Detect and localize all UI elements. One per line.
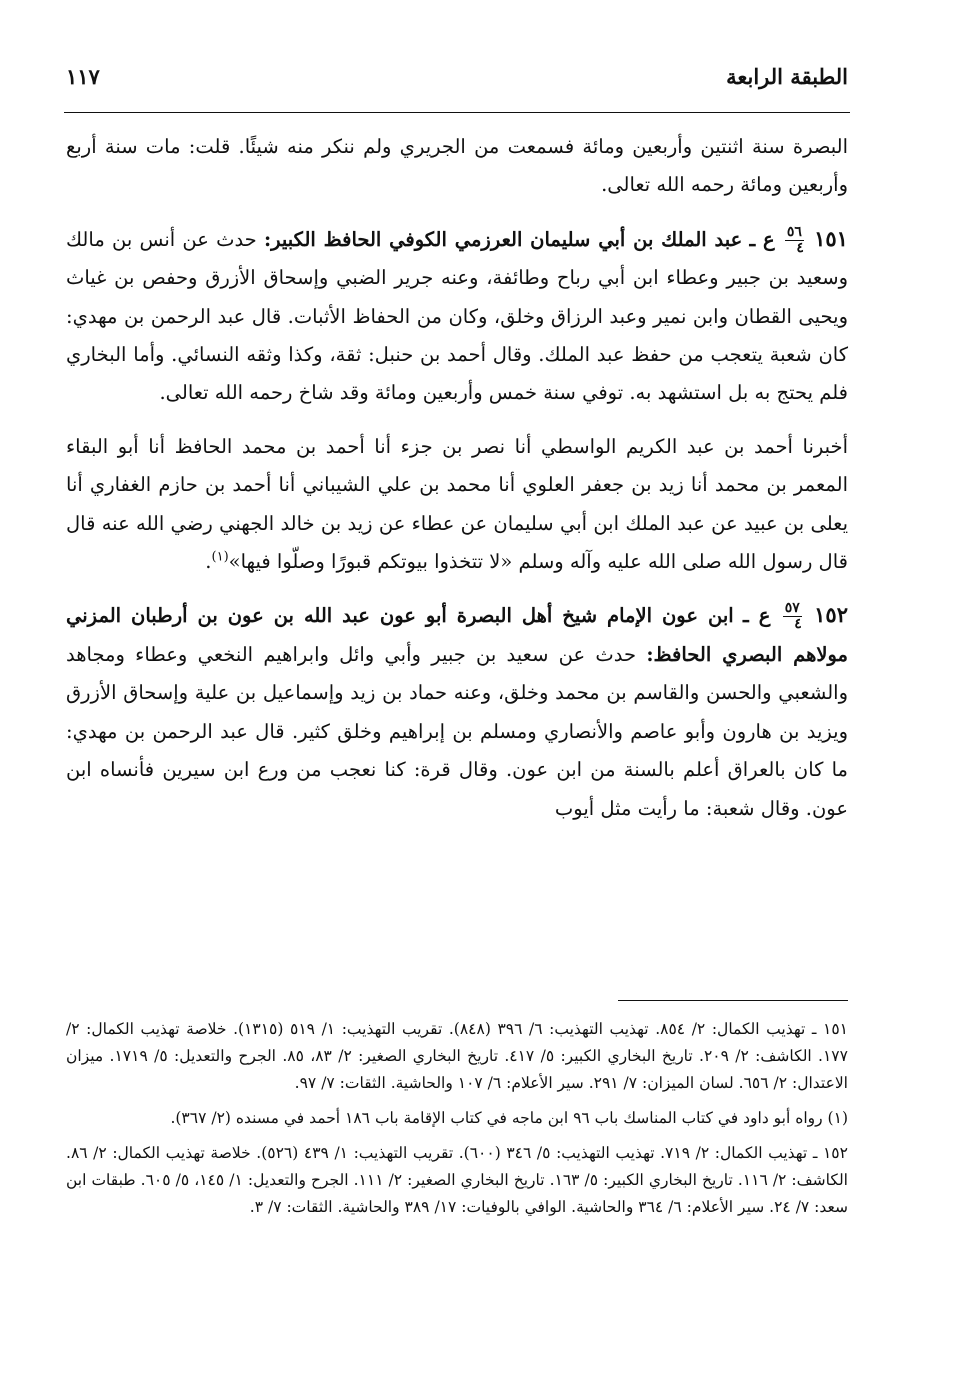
entry-fraction: [783, 601, 802, 632]
entry-name: عبد الملك بن أبي سليمان العرزمي الكوفي الحافظ الكبير:: [263, 227, 743, 251]
entry-152: [66, 596, 848, 827]
footnote-label: ١٥١ ـ: [811, 1020, 848, 1038]
entry-mark: ع ـ: [743, 604, 771, 628]
running-header: [66, 58, 848, 98]
header-title: الطبقة الرابعة: [726, 64, 848, 89]
hadith-text: أخبرنا أحمد بن عبد الكريم الواسطي أنا نصر بن جزء أنا أحمد بن محمد الحافظ أنا أبو البقاء المعمر بن محمد أنا زيد بن جعفر العلوي أنا محمد بن علي الشيباني أنا أحمد بن حازم الغفاري أنا يعلى بن عبيد عن عبد الملك ابن أبي سليمان عن عطاء عن زيد بن خالد الجهني رضي الله عنه قال قال رسول الله صلى الله عليه وآله وسلم «لا تتخذوا بيوتكم قبورًا وصلّوا فيها»: [66, 434, 848, 574]
entry-number: ١٥٢: [814, 602, 848, 628]
paragraph-continuation: البصرة سنة اثنتين وأربعين ومائة فسمعت من الجريري ولم ننكر منه شيئًا. قلت: مات سنة أربع وأربعين ومائة رحمه الله تعالى.: [66, 135, 848, 197]
footnote-text: رواه أبو داود في كتاب المناسك باب ٩٦ ابن ماجه في كتاب الإقامة باب ١٨٦ أحمد في مسنده (٢/ ٣٦٧).: [170, 1109, 823, 1127]
entry-fraction: [785, 225, 804, 256]
footnote-text: تهذيب الكمال: ٢/ ٨٥٤. تهذيب التهذيب: ٦/ ٣٩٦ (٨٤٨). تقريب التهذيب: ١/ ٥١٩ (١٣١٥). خلاصة تهذيب الكمال: ٢/ ١٧٧. الكاشف: ٢/ ٢٠٩. تاريخ البخاري الكبير: ٥/ ٤١٧. تاريخ البخاري الصغير: ٢/ ٨٣، ٨٥. الجرح والتعديل: ٥/ ١٧١٩. ميزان الاعتدال: ٢/ ٦٥٦. لسان الميزان: ٧/ ٢٩١. سير الأعلام: ٦/ ١٠٧ والحاشية. الثقات: ٧/ ٩٧.: [66, 1020, 848, 1092]
entry-number: ١٥١: [814, 225, 848, 251]
footnote-label: ١٥٢ ـ: [812, 1144, 848, 1162]
fraction-bottom: ٤: [796, 239, 804, 256]
fraction-top: ٥٦: [786, 223, 802, 240]
entry-name: ابن عون الإمام شيخ أهل البصرة أبو عون عبد الله بن عون بن أرطبان المزني مولاهم البصري الحافظ:: [66, 604, 849, 666]
footnotes: [66, 1016, 848, 1229]
page-number: ١١٧: [66, 64, 100, 89]
footnote-152: [66, 1140, 848, 1221]
entry-text: حدث عن أنس بن مالك وسعيد بن جبير وعطاء ابن أبي رباح وطائفة، وعنه جرير الضبي وإسحاق الأزرق وحفص بن غياث ويحيى القطان وابن نمير وعبد الرزاق وخلق، وكان من الحفاظ الأثبات. قال عبد الرحمن بن مهدي: كان شعبة يتعجب من حفظ عبد الملك. وقال أحمد بن حنبل: ثقة، وكذا وثقه النسائي. وأما البخاري فلم يحتج به بل استشهد به. توفي سنة خمس وأربعين ومائة وقد شاخ رحمه الله تعالى.: [66, 227, 848, 405]
footnote-text: تهذيب الكمال: ٢/ ٧١٩. تهذيب التهذيب: ٥/ ٣٤٦ (٦٠٠). تقريب التهذيب: ١/ ٤٣٩ (٥٢٦). خلاصة تهذيب الكمال: ٢/ ٨٦. الكاشف: ٢/ ١١٦. تاريخ البخاري الكبير: ٥/ ١٦٣. تاريخ البخاري الصغير: ٢/ ١١١. الجرح والتعديل: ١/ ١٤٥، ٥/ ٦٠٥. طبقات ابن سعد: ٧/ ٢٤. سير الأعلام: ٦/ ٣٦٤ والحاشية. الوافي بالوفيات: ١٧/ ٣٨٩ والحاشية. الثقات: ٧/ ٣.: [66, 1144, 848, 1216]
footnote-1: [66, 1105, 848, 1132]
footnote-151: [66, 1016, 848, 1097]
fraction-top: ٥٧: [784, 600, 800, 617]
footnote-rule: [618, 1000, 848, 1001]
main-text: [66, 128, 848, 828]
header-rule: [64, 112, 850, 113]
fraction-bottom: ٤: [794, 616, 802, 633]
footnote-label: (١): [827, 1109, 848, 1127]
entry-text: حدث عن سعيد بن جبير وأبي وائل وابراهيم النخعي وعطاء ومجاهد والشعبي والحسن والقاسم بن محمد وخلق، وعنه حماد بن زيد وإسماعيل بن علية وإسحاق الأزرق ويزيد بن هارون وأبو عاصم والأنصاري ومسلم بن إبراهيم وخلق كثير. قال عبد الرحمن بن مهدي: ما كان بالعراق أعلم بالسنة من ابن عون. وقال قرة: كنا نعجب من ورع ابن سيرين فأنساه ابن عون. وقال شعبة: ما رأيت مثل أيوب: [66, 642, 848, 820]
footnote-ref: (١): [211, 549, 229, 565]
entry-mark: ع ـ: [749, 227, 775, 251]
hadith-end: .: [205, 550, 212, 574]
entry-151: [66, 220, 848, 413]
hadith-paragraph: [66, 428, 848, 582]
